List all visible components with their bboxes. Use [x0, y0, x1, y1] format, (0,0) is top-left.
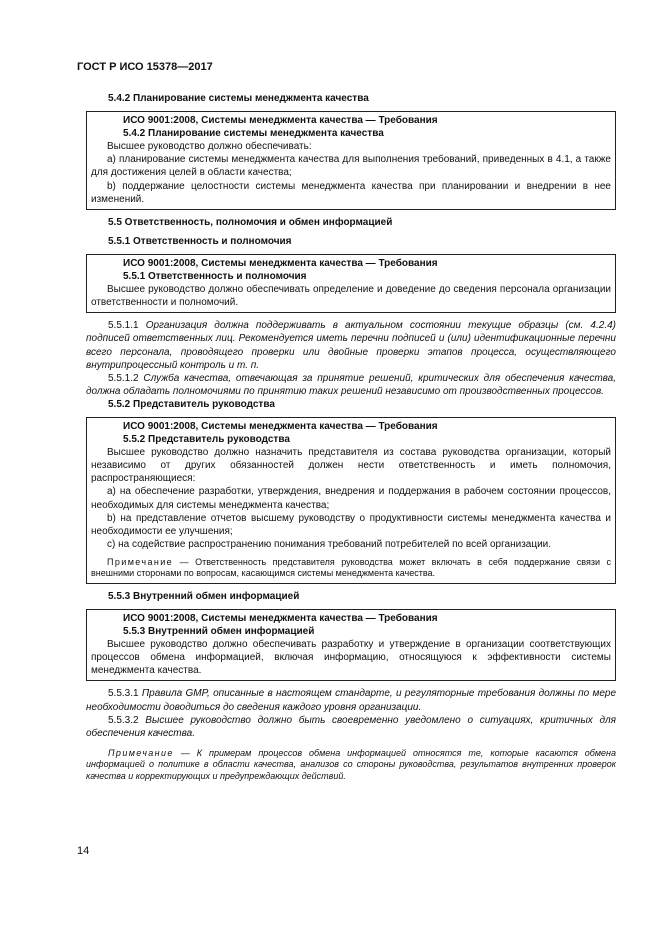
paragraph-number: 5.5.1.1 — [108, 320, 139, 332]
page-number: 14 — [77, 845, 90, 857]
quote-box-subtitle: 5.5.2 Представитель руководства — [123, 434, 290, 446]
quote-box-5-5-2 — [86, 417, 616, 584]
quote-box-note — [91, 557, 611, 580]
quote-box-line: Высшее руководство должно обеспечивать: — [107, 141, 312, 153]
quote-box-title: ИСО 9001:2008, Системы менеджмента качества — Требования — [123, 115, 438, 127]
paragraph-5-5-3-1 — [86, 687, 616, 713]
note-text: — К примерам процессов обмена информацией относятся те, которые касаются обмена информацией о политике в области качества, анализов со стороны руководства, результатов внутренних проверок качества и корректирующих и предупреждающих действий. — [86, 747, 616, 781]
quote-box-subtitle: 5.5.3 Внутренний обмен информацией — [123, 626, 315, 638]
quote-box-line: Высшее руководство должно обеспечивать разработку и утверждение в организации соответствующих процессов обмена информацией, включая информацию, относящуюся к эффективности системы менеджмента качества. — [91, 639, 611, 677]
paragraph-text: Организация должна поддерживать в актуальном состоянии текущие образцы (см. 4.2.4) подписей ответственных лиц. Рекомендуется иметь перечни подписей и (или) идентификационные перечни всего персонала, проводящего проверки или двойные проверки этапов процесса, осуществляющего внутрипроцессный контроль и т. п. — [86, 320, 616, 371]
quote-box-line: Высшее руководство должно обеспечивать определение и доведение до сведения персонала организации ответственности и полномочий. — [91, 284, 611, 309]
paragraph-text: Высшее руководство должно быть своевременно уведомлено о ситуациях, критичных для обеспечения качества. — [86, 714, 617, 739]
paragraph-number: 5.5.3.2 — [108, 714, 139, 726]
document-code: ГОСТ Р ИСО 15378—2017 — [77, 61, 213, 73]
quote-box-title: ИСО 9001:2008, Системы менеджмента качества — Требования — [123, 257, 438, 269]
quote-box-5-4-2 — [86, 111, 616, 210]
quote-box-line: b) на представление отчетов высшему руководству о продуктивности системы менеджмента качества и необходимости ее улучшения; — [91, 512, 611, 537]
quote-box-5-5-3 — [86, 609, 616, 681]
quote-box-line: а) на обеспечение разработки, утверждения, внедрения и поддержания в рабочем состоянии процессов, необходимых для системы менеджмента качества; — [91, 486, 611, 511]
quote-box-subtitle: 5.5.1 Ответственность и полномочия — [123, 271, 307, 283]
quote-box-title: ИСО 9001:2008, Системы менеджмента качества — Требования — [123, 420, 438, 432]
quote-box-5-5-1 — [86, 254, 616, 313]
paragraph-5-5-3-2 — [86, 714, 616, 740]
section-heading-5-5-2: 5.5.2 Представитель руководства — [108, 398, 275, 410]
note-label: Примечание — [107, 556, 174, 567]
paragraph-5-5-1-2 — [86, 372, 616, 398]
paragraph-number: 5.5.1.2 — [108, 372, 139, 384]
paragraph-5-5-1-1 — [86, 319, 616, 371]
note-text: — Ответственность представителя руководства может включать в себя поддержание связи с внешними сторонами по вопросам, касающимся системы менеджмента качества. — [91, 556, 611, 579]
paragraph-text: Служба качества, отвечающая за принятие решений, критических для обеспечения качества, должна обладать полномочиями по принятию таких решений независимо от производственных процессов. — [86, 372, 617, 397]
section-heading-5-5-3: 5.5.3 Внутренний обмен информацией — [108, 590, 300, 602]
paragraph-text: Правила GMP, описанные в настоящем стандарте, и регуляторные требования должны по мере необходимости доводиться до сведения каждого уровня организации. — [86, 688, 617, 713]
quote-box-subtitle: 5.4.2 Планирование системы менеджмента качества — [123, 128, 384, 140]
section-heading-5-5-1: 5.5.1 Ответственность и полномочия — [108, 235, 292, 247]
quote-box-line: а) планирование системы менеджмента качества для выполнения требований, приведенных в 4.1, а также для достижения целей в области качества; — [91, 154, 611, 179]
section-heading-5-5: 5.5 Ответственность, полномочия и обмен информацией — [108, 216, 393, 228]
note-label: Примечание — [108, 747, 174, 758]
section-note — [86, 748, 616, 783]
paragraph-number: 5.5.3.1 — [108, 688, 139, 700]
quote-box-line: c) на содействие распространению понимания требований потребителей по всей организации. — [107, 538, 552, 550]
page-content — [86, 92, 616, 782]
quote-box-title: ИСО 9001:2008, Системы менеджмента качества — Требования — [123, 613, 438, 624]
quote-box-line: b) поддержание целостности системы менеджмента качества при планировании и внедрении в нее изменений. — [91, 180, 611, 205]
section-heading-5-4-2: 5.4.2 Планирование системы менеджмента качества — [108, 93, 369, 104]
quote-box-line: Высшее руководство должно назначить представителя из состава руководства организации, который независимо от других обязанностей должен нести ответственность и иметь полномочия, распространяющиеся: — [91, 447, 611, 485]
